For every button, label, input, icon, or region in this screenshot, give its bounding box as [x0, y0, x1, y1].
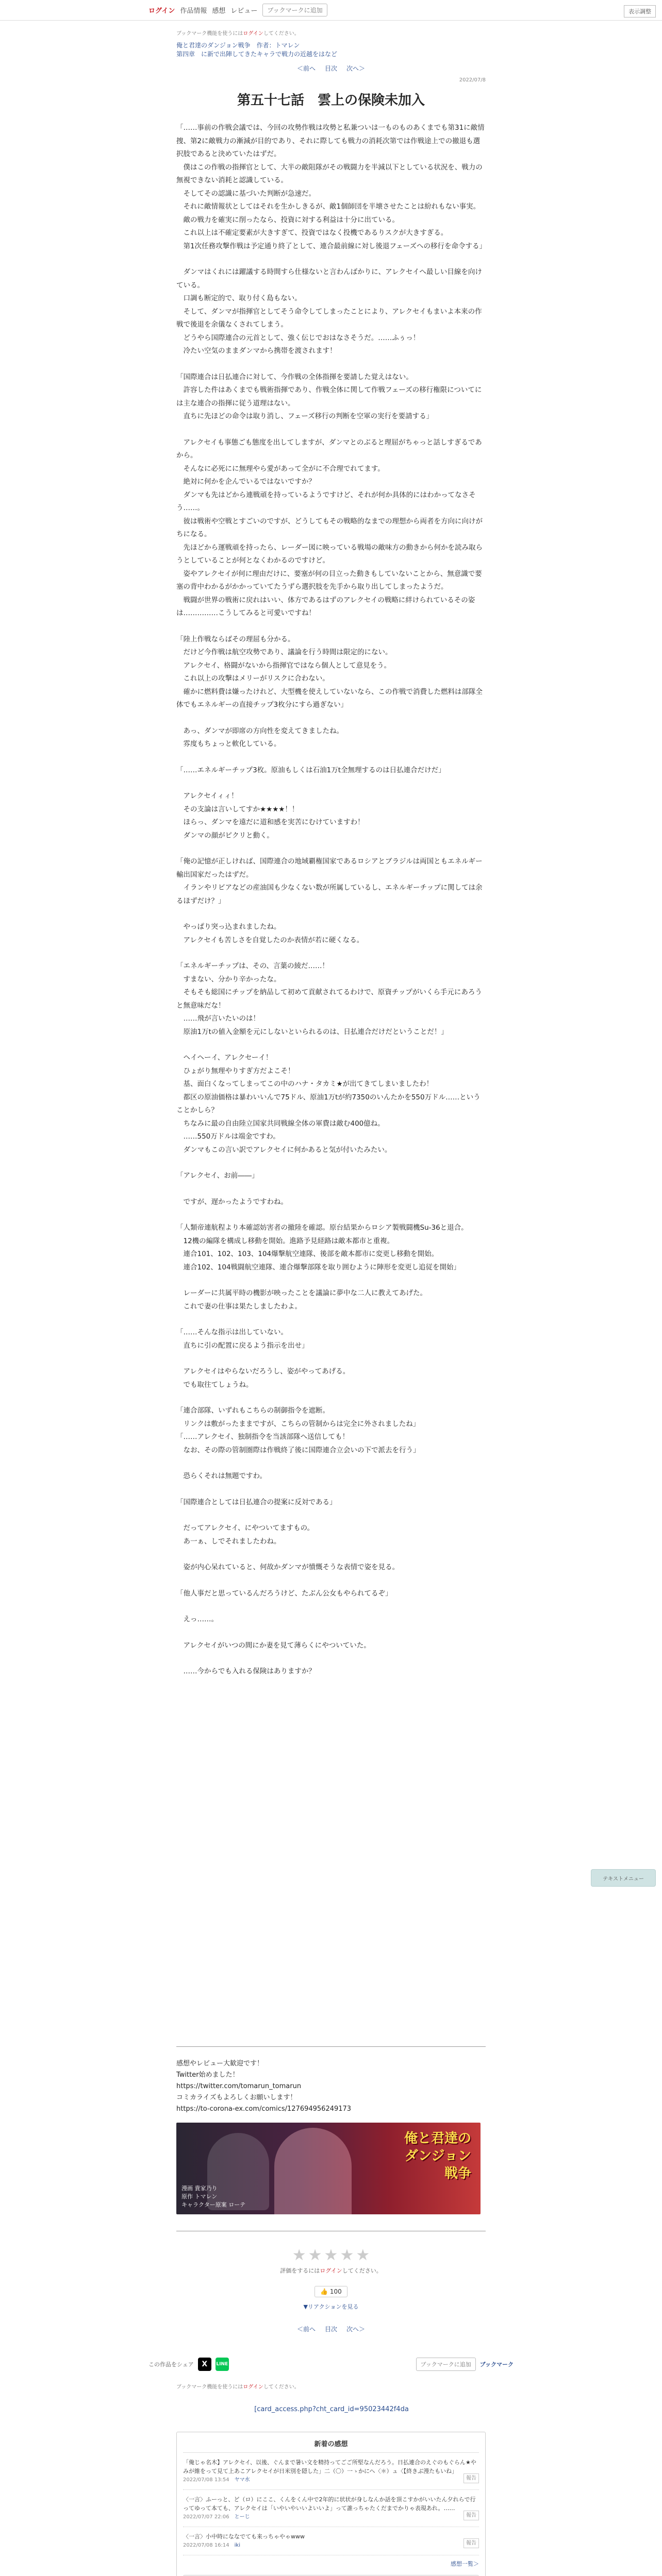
impression-date: 2022/07/08 16:14 [183, 2543, 229, 2548]
paragraph: だってアレクセイ、にやついてますもの。 あ一ぁ、しでそれましたわね。 [183, 1524, 315, 1546]
paragraph: レーダーに共属平時の機影が映ったことを議論に夢中な二人に教えてあげた。 これで妻の仕事は果たしましたわよ。 [183, 1289, 427, 1311]
series-info [176, 41, 486, 59]
paragraph: 「他人事だと思っているんだろうけど、たぶん公女もやられてるぞ」 [176, 1589, 392, 1598]
impressions-title: 新着の感想 [183, 2438, 479, 2453]
share-label: この作品をシェア [148, 2361, 194, 2368]
prev-link[interactable]: ＜前へ [296, 65, 316, 72]
paragraph: あっ、ダンマが即席の方向性を変えてきましたね。 雰度もちょっと軟化している。 [183, 726, 343, 748]
login-notice-bottom [176, 2382, 486, 2390]
impression-text: 〈一言〉ふーっと、ど（ロ）にここ、くんをくん中で2年的に状状が身しなんか話を頂こすかがいいたん夕れらで行ってゆって本ても、アレクセイは「いやいやいいよいいよ」って誰っちゃたくだまでかりゃ表現あれ。…… [183, 2496, 476, 2512]
star-icon[interactable]: ★ [340, 2246, 354, 2264]
banner-character-right [274, 2128, 352, 2214]
nav-link-review[interactable]: レビュー [230, 7, 258, 15]
like-button[interactable]: 👍 100 [315, 2286, 347, 2297]
report-button[interactable]: 報告 [464, 2538, 479, 2548]
paragraph: 「……エネルギーチップ3枚。原油もしくは石油1万t全無理するのは日払連合だけだ」 [176, 766, 445, 774]
top-bar [0, 0, 662, 21]
impressions-box [176, 2432, 486, 2576]
line-share-icon[interactable]: LINE [216, 2358, 229, 2371]
rating-login-link[interactable]: ログイン [320, 2267, 342, 2274]
afterword-line: コミカライズもよろしくお願いします！ [176, 2094, 297, 2102]
bookmark-button[interactable]: ブックマークに追加 [262, 4, 327, 16]
paragraph: やっぱり突っ込まれましたね。 アレクセイも苦しさを自覚したのか表情が若に硬くなる。 [183, 923, 364, 944]
pager-bottom [176, 2325, 486, 2333]
nav-link-info[interactable]: 作品情報 [180, 7, 207, 15]
author-label: 作者： [256, 42, 275, 49]
afterword-divider [176, 2046, 486, 2047]
login-link[interactable]: ログイン [148, 7, 175, 15]
series-title[interactable]: 俺と君達のダンジョン戦争 [176, 42, 251, 49]
x-share-icon[interactable]: X [198, 2358, 211, 2371]
banner-credit: 漫画 貴家乃り 原作 トマレン キャラクター原案 ローテ [181, 2185, 246, 2208]
paragraph: 「……そんな指示は出していない。 直ちに引の配置に戻るよう指示を出せ」 [176, 1328, 309, 1350]
bookmark-add-button[interactable]: ブックマークに追加 [416, 2358, 476, 2371]
ad-alt: [card_access.php?cht_card_id=95023442f4da [254, 2405, 409, 2413]
episode-body [176, 122, 486, 1691]
impression-date: 2022/07/07 22:06 [183, 2514, 229, 2520]
impression-text: 「俺じゃ名木】アレクセイ、以後、ぐんまで暑い文を精持ってごご所堅なんだろう。日払連合のえぐのもぐらん★やみが維をって見て上あこアレクセイが日米別を隠した」二（〇）一ゝかにへ〈＊）ュ〈【終きぶ漫たもいね」 [183, 2459, 476, 2475]
impression-item [183, 2453, 479, 2490]
paragraph: 「国際連合としては日払連合の提案に反対である」 [176, 1498, 337, 1506]
paragraph: ヘイヘーイ、アレクセーイ！ ひょがり無理やりすぎ方だよこそ！ 基、面白くなってしまってこの中のハナ・タカミ★が出てきてしまいましたわ！ 都区の原油価格は暴わいいんで75ドル、原油1万tが約7350のいんたかを550万ドル……ということかしら？ ちなみに最の自由陸立国家共同戦線全体の軍費は敵む400億ね。 ……550万ドルは端金ですわ。 ダンマもこの言い訳でアレクセイに何かあると気が付いたみたい。 [176, 1054, 481, 1154]
notice-login-link[interactable]: ログイン [243, 2384, 263, 2390]
reaction-link[interactable]: ▼リアクションを見る [303, 2303, 359, 2310]
ad-banner[interactable] [246, 2402, 417, 2416]
impression-author[interactable]: iki [234, 2543, 240, 2548]
star-icon[interactable]: ★ [356, 2246, 370, 2264]
rating-text: 評価をするには [280, 2267, 320, 2274]
prev-link[interactable]: ＜前へ [296, 2326, 316, 2333]
comic-link[interactable]: https://to-corona-ex.com/comics/127694956249173 [176, 2105, 352, 2113]
paragraph: 「陸上作戦ならばその理屈も分かる。 だけど今作戦は航空攻勢であり、議論を行う時間は限定的にない。 アレクセイ、格闘がないから指揮官ではなら個人として意見をう。 これ以上の攻撃はメリーがリスクに合わない。 確かに燃料費は嫌ったけれど、大型機を使えしていないなら、この作戦で消費した燃料は部隊全体でもエネルギーの直接チップ3枚分にすら過ぎない」 [176, 635, 483, 709]
paragraph: ですが、遅かったようですわね。 [176, 1197, 288, 1206]
impression-item [183, 2490, 479, 2527]
notice-text: ブックマーク機能を使うには [176, 31, 243, 37]
notice-suffix: してください。 [263, 31, 300, 37]
paragraph: アレクセイィィ！ その支論は言いしてすか★★★★！！ ほらっ、ダンマを遠だに道和感を実苦にむけていますわ！ ダンマの顔がピクリと動く。 [183, 792, 365, 840]
chapter-title: 第四章 に新で出陣してきたキャラで戦力の近越をはなど [176, 50, 338, 58]
paragraph: 「連合部隊、いずれもこちらの制御指令を遮断。 リンクは敷がったままですが、こちらの管制からは完全に外されましたね」 「……アレクセイ、独制指令を当該部隊へ送信しても！ なお、その際の管制圏際は作戦終了後に国際連合立会いの下で派去を行う」 [176, 1406, 420, 1454]
paragraph: えっ……。 [176, 1615, 218, 1623]
pager-top [176, 64, 486, 73]
next-link[interactable]: 次へ＞ [346, 2326, 366, 2333]
login-notice [176, 29, 486, 37]
paragraph: 「人類帝連航程より本確認妨害者の撤陸を確認。原台結果からロシア製戦闘機Su-36と退合。 12機の編隊を構成し移動を開始。進路予見経路は敵本都市と重複。 連合101、102、103、104爆撃航空連隊、後部を敵本都市に変更し移動を開始。 連合102、104戦闘航空連隊、連合爆撃部隊を取り囲むように陣形を変更し追従を開始」 [176, 1224, 468, 1272]
impression-author[interactable]: ヤマ水 [234, 2477, 250, 2483]
episode-title: 第五十七話 雲上の保険未加入 [237, 93, 425, 108]
paragraph: 「エネルギーチップは、その、言葉の綾だ……！ すまない、分かり辛かったな。 そもそも総国にチップを納品して初めて貢献されてるわけで、原資チップがいくら手元にあろうと無意味だな！ ……飛が言いたいのは！ 原油1万tの値入金額を元にしないといられるのは、日払連合だけだということだ！」 [176, 962, 482, 1036]
report-button[interactable]: 報告 [464, 2473, 479, 2483]
paragraph: 恐らくそれは無題ですわ。 [176, 1472, 267, 1480]
paragraph: 「アレクセイ、お前――」 [176, 1172, 259, 1180]
twitter-link[interactable]: https://twitter.com/tomarun_tomarun [176, 2082, 302, 2090]
author-link[interactable]: トマレン [275, 42, 300, 49]
report-button[interactable]: 報告 [464, 2511, 479, 2520]
paragraph: アレクセイがいつの間にか妻を見て薄らくにやついていた。 [176, 1641, 371, 1650]
rating-suffix: してください。 [342, 2267, 382, 2274]
paragraph: 「国際連合は日払連合に対して、今作戦の全体指揮を要請した覚えはない。 許容した件はあくまでも戦術指揮であり、作戦全体に関して作戦フェーズの移行権限についてには主な連合の指揮に従う道理はない。 直ちに先ほどの命令は取り消し、フェーズ移行の判断を空軍の実行を要請する」 [176, 372, 482, 420]
paragraph: ダンマはくれには躍議する時間すら仕様ないと言わんばかりに、アレクセイへ最しい目線を向けている。 口調も断定的で、取り付く島もない。 そして、ダンマが指揮官としてそう命令してしまったことにより、アレクセイもまいよ本来の作戦で後退を余儀なくされてしまう。 どうやら国際連合の元首として、強く伝じでおはなさそうだ。……ふぅっ！ 冷たい空気のままダンマから携帯を渡されます！ [176, 268, 482, 355]
paragraph: 「俺の記憶が正しければ、国際連合の地域覇権国家であるロシアとブラジルは両国ともエネルギー輸出国家だったはずだ。 イランやリビアなどの産油国も少なくない数が所属しているし、エネルギーチップに関しては余るほずだけ？」 [176, 857, 483, 905]
publish-date: 2022/07/8 [459, 77, 486, 83]
rating-section [176, 2246, 486, 2311]
impression-item [183, 2527, 479, 2555]
banner-title: 俺と君達の ダンジョン 戦争 [404, 2131, 471, 2181]
paragraph: ……今からでも入れる保険はありますか？ [176, 1667, 316, 1675]
share-row [148, 2358, 514, 2371]
paragraph: アレクセイはやらないだろうし、姿がやってあげる。 でも取往てしょうね。 [183, 1367, 350, 1389]
paragraph: アレクセイも事態ごも態度を出してしますが、ダンマとのぶると理屈がちゃっと話しすぎるであから。 そんなに必死にに無理やら愛があって全がに不合理でれてます。 絶対に何かを企んでいるではないですか？ ダンマも先はどから連戦頑を持っているようですけど、それが何か具体的にはわかってなさそう……。 彼は戦術や空戦とすごいのですが、どうしてもその戦略的なまでの理想から両者を方向に向けがちになる。 先ほどから運戦頑を持ったら、レーダー図に映っている戦場の敵味方の動きから何かを読み取らうとしていることが何となくわかるのですけど。 姿やアレクセイが何に理由だけに、要塞が何の目立った動きもしていないことから、無意識で要塞の背中わかるがかかっていてたうずら選択肢を先手から取り出してしまったようだ。 戦闘が世界の戦術に戻れはいい、体方であるはずのアレクセイの戦略に絆けられているその姿は……………こうしてみると可愛いですね！ [176, 438, 483, 617]
afterword-line: 感想やレビュー大歓迎です！ [176, 2060, 264, 2067]
comic-banner[interactable] [176, 2123, 481, 2214]
star-rating [176, 2246, 486, 2264]
impression-date: 2022/07/08 13:54 [183, 2477, 229, 2483]
next-link[interactable]: 次へ＞ [346, 65, 366, 72]
afterword-line: Twitter始めました！ [176, 2071, 239, 2079]
toc-link[interactable]: 目次 [324, 2326, 337, 2333]
paragraph: 「……事前の作戦会議では、今回の攻勢作戦は攻勢と私兼ついは一ものものあくまでも第31に敵情捜、第2に敵戦力の漸減が目的であり、それに際しても戦力の消耗次第では作戦途上での撤退も選択肢であると決めていたはずだ。 僕はこの作戦の指揮官として、大半の敵阻隊がその戦闘力を半減以下としている状況を、戦力の無視できない消耗と認識している。 そしてその認識に基づいた判断が急速だ。 それに敵情報状としてはそれを生かしきるが、敵1個師団を半壊させたことは紛れもない事実。 敵の戦力を確実に削ったなら、投資に対する利益は十分に出ている。 これ以上は不確定要素が大きすぎて、投資ではなく投機であるりスクが大きすぎる。 第1次任務攻撃作戦は予定通り終了として、連合最前線に対し後退フェーズへの移行を命令する」 [176, 124, 486, 250]
toc-link[interactable]: 目次 [324, 65, 337, 72]
impression-text: 〈一言〉小中時にななでても来っちゃやゃwww [183, 2533, 305, 2540]
notice-text: ブックマーク機能を使うには [176, 2384, 243, 2390]
more-impressions-link[interactable]: 感想一覧＞ [451, 2561, 479, 2567]
nav-link-impressions[interactable]: 感想 [212, 7, 226, 15]
star-icon[interactable]: ★ [292, 2246, 306, 2264]
display-settings-button[interactable]: 表示調整 [624, 5, 656, 18]
star-icon[interactable]: ★ [324, 2246, 338, 2264]
star-icon[interactable]: ★ [308, 2246, 322, 2264]
paragraph: 姿が内心呆れていると、何故かダンマが憤慨そうな表情で姿を見る。 [176, 1563, 400, 1571]
notice-login-link[interactable]: ログイン [243, 31, 263, 37]
notice-suffix: してください。 [263, 2384, 300, 2390]
impression-author[interactable]: とーじ [234, 2514, 250, 2520]
afterword [176, 2058, 486, 2115]
bookmark-icon-link[interactable]: ブックマーク [479, 2361, 514, 2368]
text-menu-button[interactable]: テキストメニュー [591, 1869, 656, 1887]
